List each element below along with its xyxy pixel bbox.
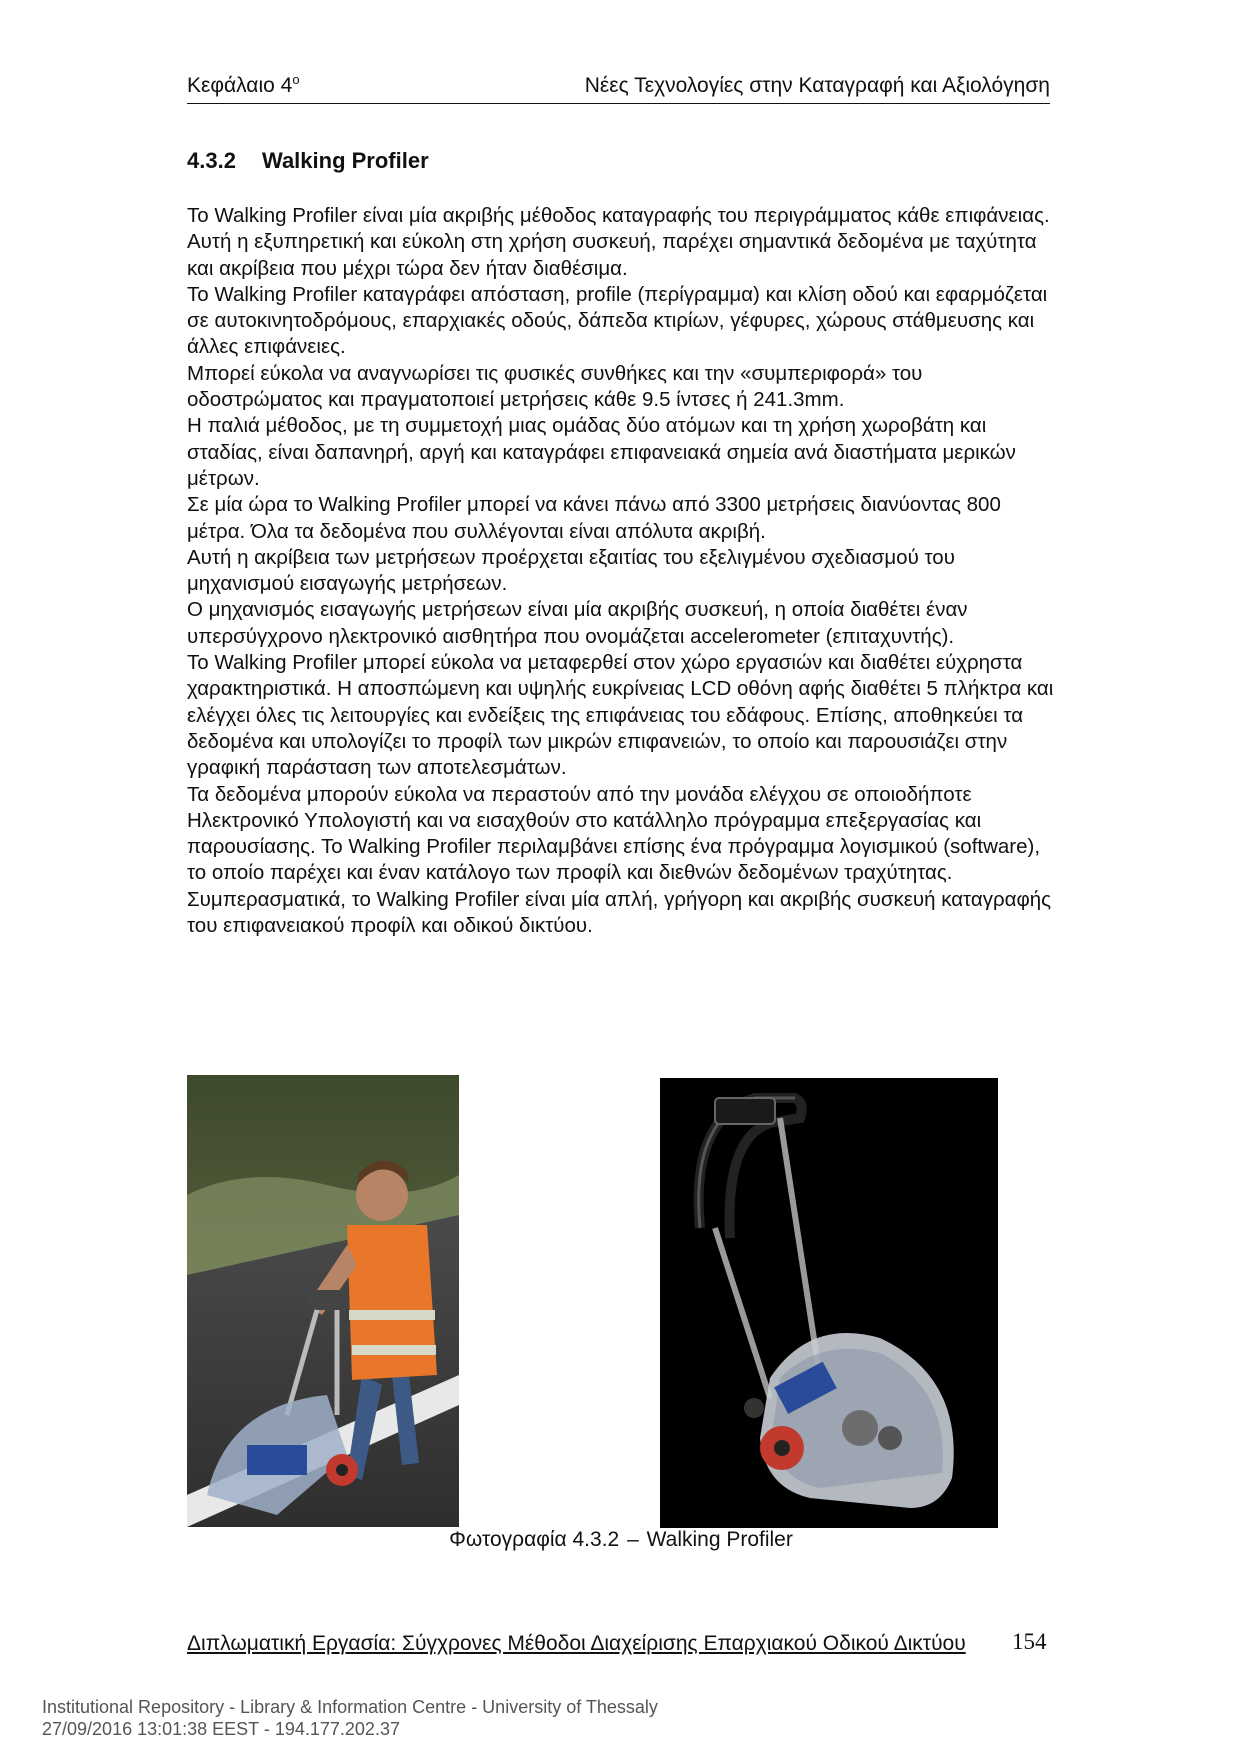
repository-stamp: [42, 1696, 658, 1740]
section-title: Walking Profiler: [262, 148, 429, 173]
page-number: 154: [1012, 1629, 1047, 1654]
caption-title: Walking Profiler: [646, 1528, 793, 1551]
body-text: [187, 203, 1057, 939]
caption-separator: –: [627, 1528, 639, 1551]
paragraph: Σε μία ώρα το Walking Profiler μπορεί να κάνει πάνω από 3300 μετρήσεις διανύοντας 800 μέτρα. Όλα τα δεδομένα που συλλέγονται είναι απόλυτα ακριβή.: [187, 493, 1001, 543]
photo-operator-walking-profiler: [187, 1075, 459, 1527]
page-header: [187, 70, 1050, 104]
footer-thesis-title: Διπλωματική Εργασία: Σύγχρονες Μέθοδοι Διαχείρισης Επαρχιακού Οδικού Δικτύου: [187, 1632, 966, 1655]
repository-timestamp: 27/09/2016 13:01:38 EEST - 194.177.202.37: [42, 1719, 400, 1739]
paragraph: Το Walking Profiler καταγράφει απόσταση, profile (περίγραμμα) και κλίση οδού και εφαρμόζεται σε αυτοκινητοδρόμους, επαρχιακές οδούς, δάπεδα κτιρίων, γέφυρες, χώρους στάθμευσης και άλλες επιφάνειες.: [187, 282, 1048, 359]
photo-operator-illustration: [187, 1075, 459, 1527]
paragraph: Το Walking Profiler είναι μία ακριβής μέθοδος καταγραφής του περιγράμματος κάθε επιφάνειας. Αυτή η εξυπηρετική και εύκολη στη χρήση συσκευή, παρέχει σημαντικά δεδομένα με ταχύτητα και ακρίβεια που μέχρι τώρα δεν ήταν διαθέσιμα.: [187, 204, 1050, 280]
paragraph: Το Walking Profiler μπορεί εύκολα να μεταφερθεί στον χώρο εργασιών και διαθέτει εύχρηστα χαρακτηριστικά. Η αποσπώμενη και υψηλής ευκρίνειας LCD οθόνη αφής διαθέτει 5 πλήκτρα και ελέγχει όλες τις λειτουργίες και ενδείξεις της επιφάνειας του εδάφους. Επίσης, αποθηκεύει τα δεδομένα και υπολογίζει το προφίλ των μικρών επιφανειών, το οποίο και παρουσιάζει στην γραφική παράσταση των αποτελεσμάτων.: [187, 651, 1054, 780]
paragraph: Ο μηχανισμός εισαγωγής μετρήσεων είναι μία ακριβής συσκευή, η οποία διαθέτει έναν υπερσύγχρονο ηλεκτρονικό αισθητήρα που ονομάζεται accelerometer (επιταχυντής).: [187, 598, 968, 648]
paragraph: Η παλιά μέθοδος, με τη συμμετοχή μιας ομάδας δύο ατόμων και τη χρήση χωροβάτη και σταδίας, είναι δαπανηρή, αργή και καταγράφει επιφανειακά σημεία ανά διαστήματα μερικών μέτρων.: [187, 414, 1016, 490]
caption-label: Φωτογραφία 4.3.2: [449, 1528, 620, 1551]
paragraph: Μπορεί εύκολα να αναγνωρίσει τις φυσικές συνθήκες και την «συμπεριφορά» του οδοστρώματος και πραγματοποιεί μετρήσεις κάθε 9.5 ίντσες ή 241.3mm.: [187, 361, 923, 412]
chapter-text: Κεφάλαιο 4: [187, 74, 293, 97]
photo-device-illustration: [660, 1078, 998, 1528]
repository-line: Institutional Repository - Library & Information Centre - University of Thessaly: [42, 1697, 658, 1717]
section-number: 4.3.2: [187, 148, 236, 173]
chapter-label: [187, 72, 300, 98]
header-title: Νέες Τεχνολογίες στην Καταγραφή και Αξιολόγηση: [584, 74, 1050, 97]
figure-caption: [0, 1528, 1240, 1552]
photo-walking-profiler-device: [660, 1078, 998, 1528]
header-rule: [187, 103, 1050, 104]
section-heading: [187, 148, 429, 174]
chapter-superscript: ο: [292, 72, 300, 87]
paragraph: Συμπερασματικά, το Walking Profiler είναι μία απλή, γρήγορη και ακριβής συσκευή καταγραφής του επιφανειακού προφίλ και οδικού δικτύου.: [187, 887, 1052, 938]
paragraph: Τα δεδομένα μπορούν εύκολα να περαστούν από την μονάδα ελέγχου σε οποιοδήποτε Ηλεκτρονικό Υπολογιστή και να εισαχθούν στο κατάλληλο πρόγραμμα επεξεργασίας και παρουσίασης. Το Walking Profiler περιλαμβάνει επίσης ένα πρόγραμμα λογισμικού (software), το οποίο παρέχει και έναν κατάλογο των προφίλ και διεθνών δεδομένων τραχύτητας.: [187, 782, 1041, 885]
paragraph: Αυτή η ακρίβεια των μετρήσεων προέρχεται εξαιτίας του εξελιγμένου σχεδιασμού του μηχανισμού εισαγωγής μετρήσεων.: [187, 545, 955, 596]
